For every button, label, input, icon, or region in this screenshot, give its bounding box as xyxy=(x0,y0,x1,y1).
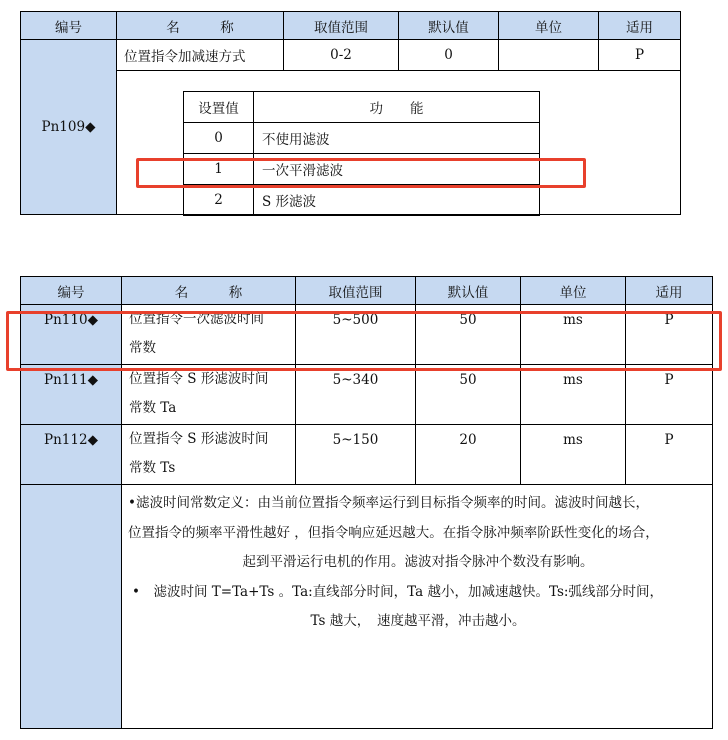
header-range: 取值范围 xyxy=(296,277,416,305)
description-label-cell xyxy=(21,485,122,729)
param-name-line2: 常数 Ta xyxy=(129,400,177,416)
param-range: 5~500 xyxy=(296,305,416,365)
header-range: 取值范围 xyxy=(284,12,399,40)
header-applies: 适用 xyxy=(599,12,681,40)
options-row xyxy=(184,123,540,154)
param-name-line2: 常数 xyxy=(129,340,156,356)
option-function: 一次平滑滤波 xyxy=(254,154,540,185)
param-unit: ms xyxy=(521,425,626,485)
param-name xyxy=(122,365,296,425)
param-name-line1: 位置指令 S 形滤波时间 xyxy=(129,431,269,447)
header-unit: 单位 xyxy=(499,12,599,40)
description-line: 起到平滑运行电机的作用。滤波对指令脉冲个数没有影响。 xyxy=(242,554,594,570)
param-applies: P xyxy=(626,365,713,425)
param-code: Pn110◆ xyxy=(21,305,122,365)
description-line: Ts 越大， 速度越平滑，冲击越小。 xyxy=(310,613,526,629)
param-code: Pn112◆ xyxy=(21,425,122,485)
param-name-line1: 位置指令 S 形滤波时间 xyxy=(129,371,269,387)
param-name: 位置指令加减速方式 xyxy=(117,40,284,71)
param-unit: ms xyxy=(521,365,626,425)
option-value: 2 xyxy=(184,185,254,216)
option-value: 0 xyxy=(184,123,254,154)
param-name-line2: 常数 Ts xyxy=(129,460,176,476)
options-header-row xyxy=(184,92,540,123)
header-code: 编号 xyxy=(21,12,117,40)
option-function: S 形滤波 xyxy=(254,185,540,216)
options-row xyxy=(184,185,540,216)
param-applies: P xyxy=(599,40,681,71)
param-name xyxy=(122,305,296,365)
options-header-function: 功 能 xyxy=(254,92,540,123)
table-header-row xyxy=(21,12,681,40)
options-row xyxy=(184,154,540,185)
table-header-row xyxy=(21,277,713,305)
header-code: 编号 xyxy=(21,277,122,305)
description-line: • 滤波时间 T=Ta+Ts 。Ta:直线部分时间，Ta 越小，加减速越快。Ts:弧线部分时间， xyxy=(132,583,663,600)
table-row xyxy=(21,365,713,425)
param-applies: P xyxy=(626,425,713,485)
param-range: 0-2 xyxy=(284,40,399,71)
param-code: Pn109◆ xyxy=(21,40,117,215)
param-default: 50 xyxy=(416,305,521,365)
description-cell xyxy=(122,485,713,729)
param-name xyxy=(122,425,296,485)
header-name: 名 称 xyxy=(122,277,296,305)
description-line: •滤波时间常数定义：由当前位置指令频率运行到目标指令频率的时间。滤波时间越长， xyxy=(128,495,649,511)
description-row xyxy=(21,485,713,729)
param-range: 5~340 xyxy=(296,365,416,425)
header-default: 默认值 xyxy=(416,277,521,305)
param-unit xyxy=(499,40,599,71)
header-default: 默认值 xyxy=(399,12,499,40)
table-row xyxy=(21,305,713,365)
param-range: 5~150 xyxy=(296,425,416,485)
param-code: Pn111◆ xyxy=(21,365,122,425)
table-row xyxy=(21,40,681,71)
table-row xyxy=(21,425,713,485)
param-default: 50 xyxy=(416,365,521,425)
options-header-value: 设置值 xyxy=(184,92,254,123)
description-line: 位置指令的频率平滑性越好 ，但指令响应延迟越大。在指令脉冲频率阶跃性变化的场合， xyxy=(128,524,659,541)
header-applies: 适用 xyxy=(626,277,713,305)
param-applies: P xyxy=(626,305,713,365)
param-default: 0 xyxy=(399,40,499,71)
param-default: 20 xyxy=(416,425,521,485)
option-value: 1 xyxy=(184,154,254,185)
header-name: 名 称 xyxy=(117,12,284,40)
param-unit: ms xyxy=(521,305,626,365)
param-table-pn110-112 xyxy=(20,276,713,729)
param-name-line1: 位置指令一次滤波时间 xyxy=(129,311,264,327)
header-unit: 单位 xyxy=(521,277,626,305)
options-table xyxy=(183,91,540,216)
option-function: 不使用滤波 xyxy=(254,123,540,154)
